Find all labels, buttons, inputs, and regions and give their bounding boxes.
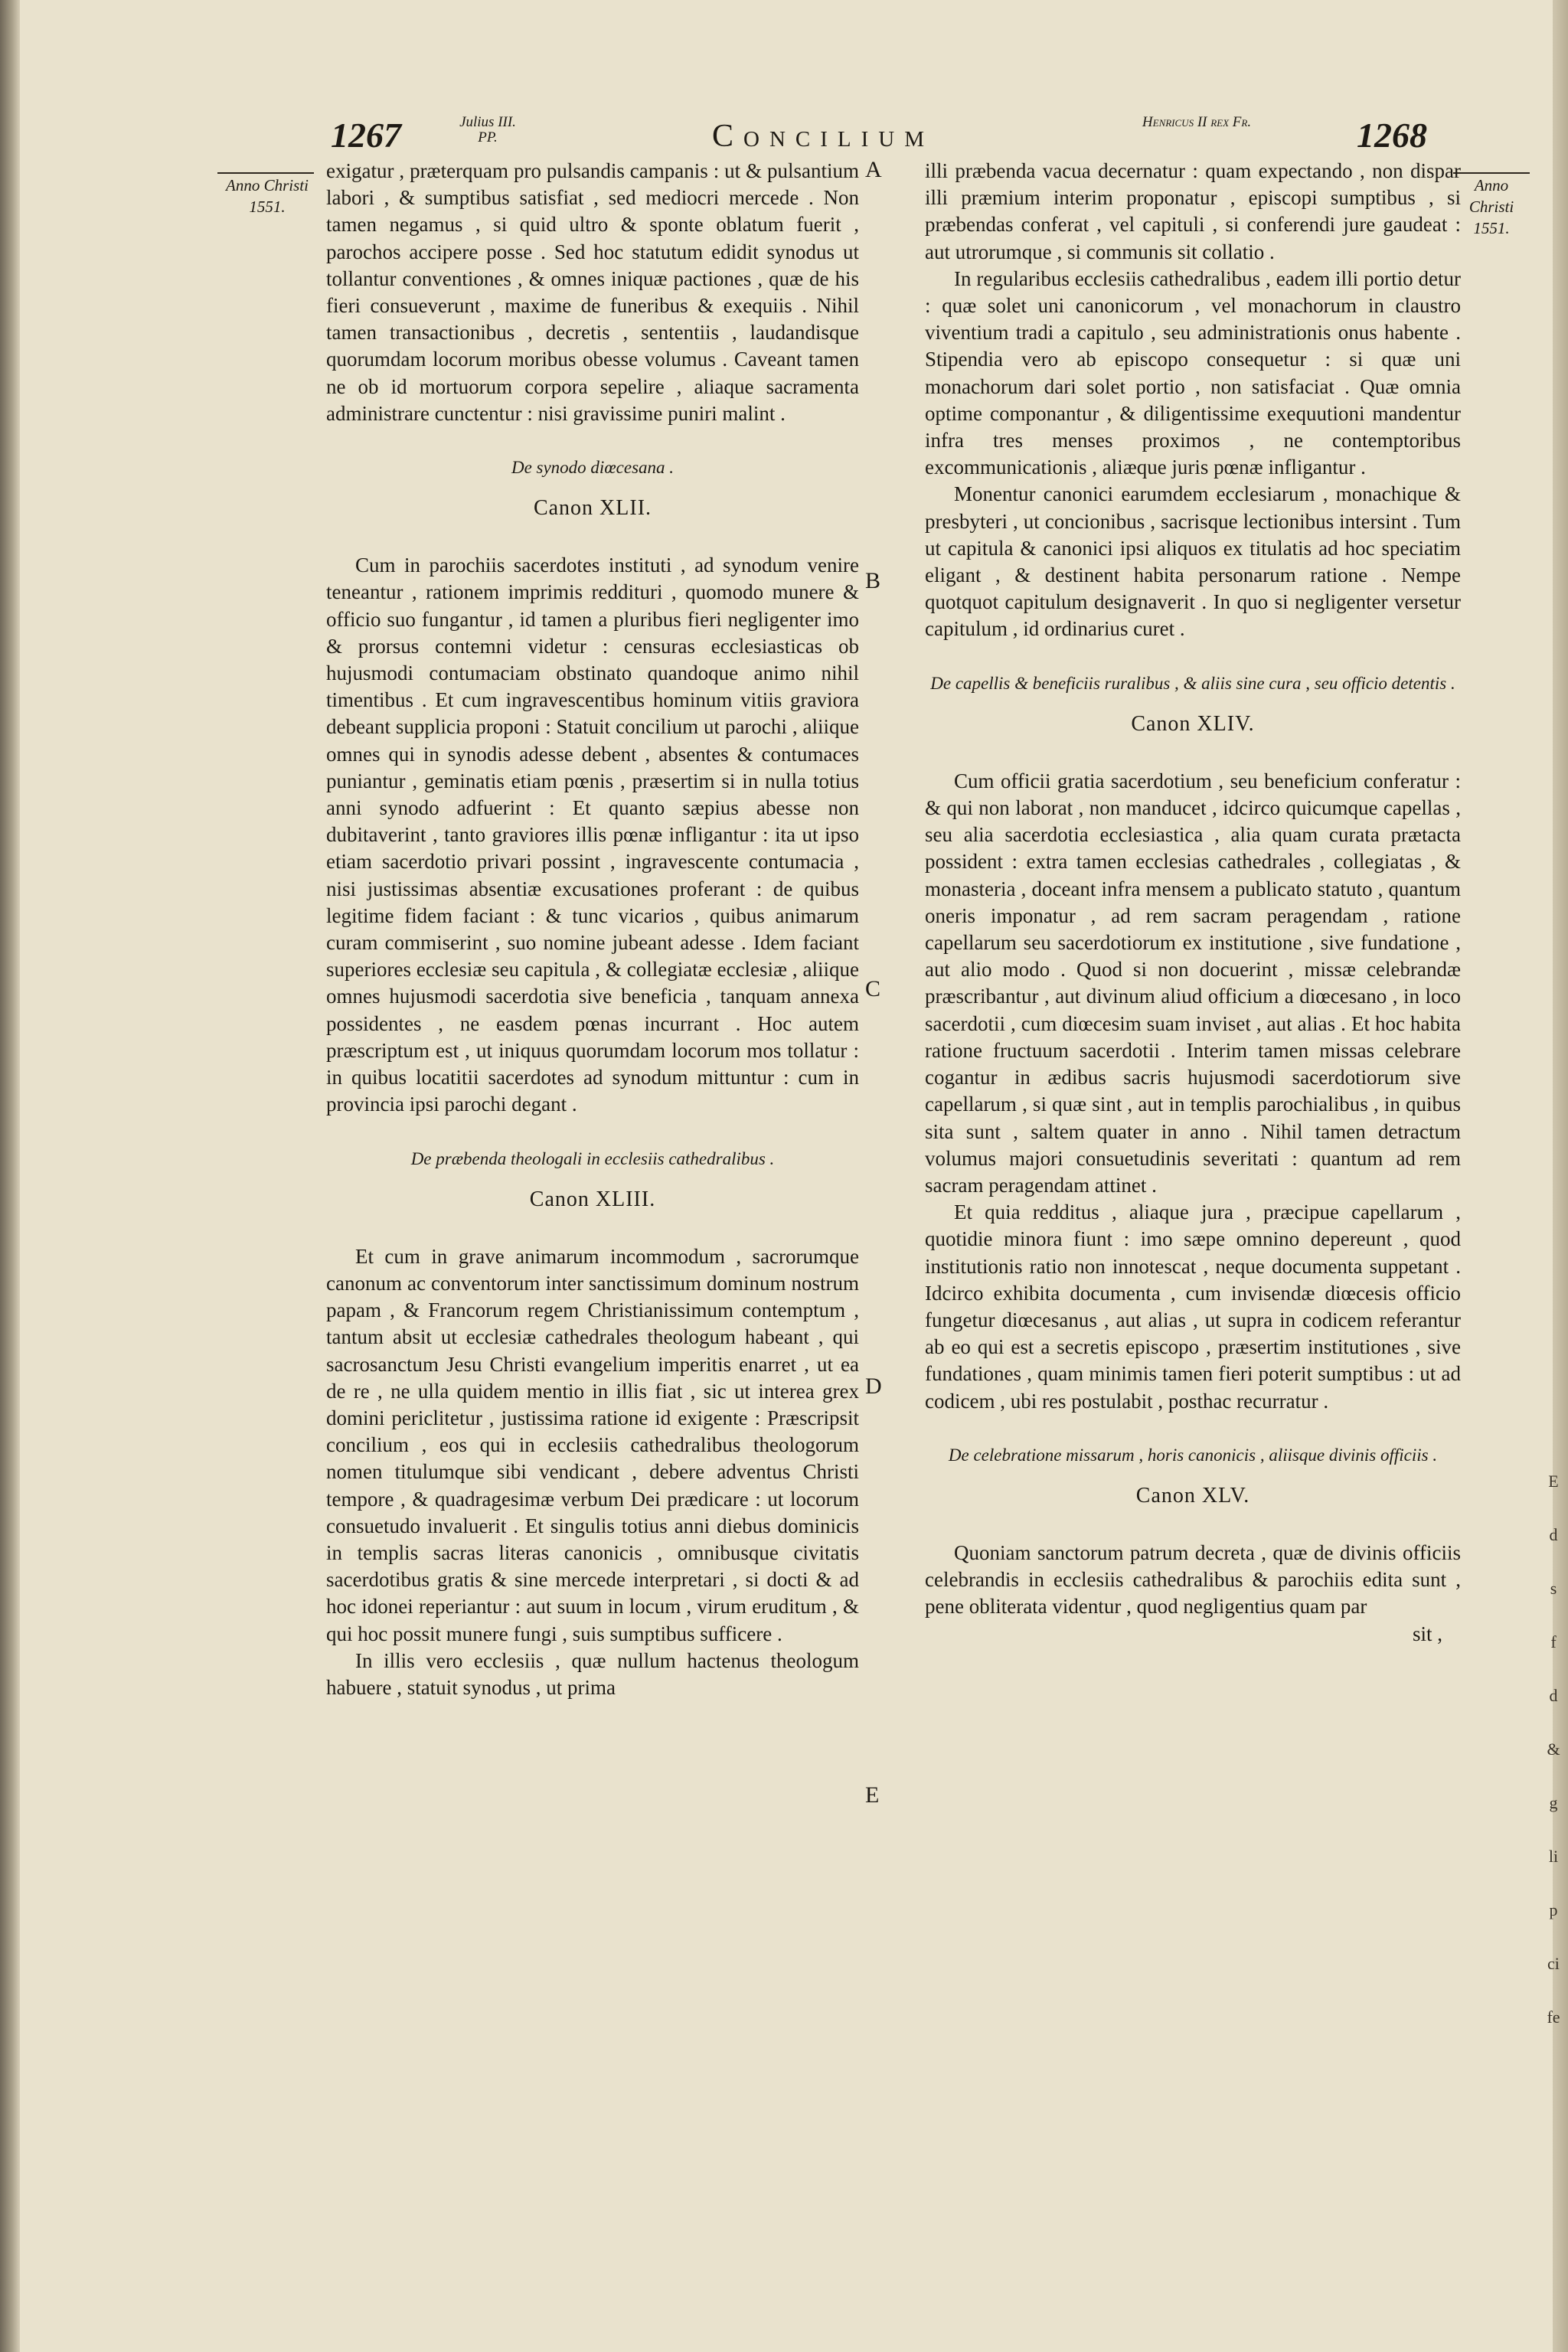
facing-page-fragments	[1545, 1455, 1562, 2044]
running-head-pope: Julius III. PP.	[459, 114, 516, 145]
fragment: fe	[1547, 2007, 1560, 2027]
section-marker-a: A	[865, 157, 882, 182]
paragraph: In illis vero ecclesiis , quæ nullum hactenus theologum habuere , statuit synodus , ut prima	[326, 1648, 859, 1699]
margin-rule-left	[217, 172, 314, 174]
margin-year-left: Anno Christi 1551.	[226, 176, 309, 216]
fragment: s	[1550, 1579, 1557, 1598]
paragraph: exigatur , præterquam pro pulsandis campanis : ut & pulsantium labori , & sumptibus satisfiat , sed mediocri mercede . Non tamen negamus , si quid ultro & sponte oblatum fuerit , parochos accipere posse . Sed hoc statutum edidit synodus ut tollantur conventiones , & omnes iniquæ pactiones , quæ de his fieri consueverunt , maxime de funeribus & exequiis . Nihil tamen transactionibus , decretis , sententiis , laudandisque quorumdam locorum moribus obesse volumus . Caveant tamen ne ob id mortuorum corpora sepelire , aliaque sacramenta administrare cunctentur : nisi gravissime puniri malint .	[326, 159, 859, 425]
section-heading: De capellis & beneficiis ruralibus , & aliis sine cura , seu officio detentis .	[930, 673, 1455, 693]
canon-heading: Canon XLV.	[1135, 1483, 1250, 1508]
fragment: f	[1550, 1632, 1557, 1651]
paragraph: illi præbenda vacua decernatur : quam expectando , non dispar illi præmium interim proponatur , episcopi sumptibus , si præbendas conferat , vel capituli , si conferendi jure gaudeat : aut utrorumque , si communis sit collatio .	[925, 159, 1461, 263]
section-heading: De præbenda theologali in ecclesiis cathedralibus .	[410, 1148, 775, 1168]
section-marker-e: E	[865, 1782, 880, 1808]
running-title: Concilium	[712, 119, 934, 154]
paragraph: Et cum in grave animarum incommodum , sacrorumque canonum ac conventorum inter sanctissimum dominum nostrum papam , & Francorum regem Christianissimum contemptum , tantum absit ut ecclesiæ cathedrales theologum habeant , qui sacrosanctum Jesu Christi evangelium imperitis enarret , ut ea de re , ne ulla quidem mentio in illis fiat , sic ut interea grex domini periclitetur , justissima ratione id exigente : Præscripsit concilium , eos qui in ecclesiis cathedralibus theologorum nomen titulumque sibi vendicant , debere adventus Christi tempore , & quadragesimæ verbum Dei prædicare : ut locorum consuetudo invaluerit . Et singulis totius anni diebus dominicis in templis sacras literas canonicis , omnibusque civitatis sacerdotibus gratis & sine mercede interpretari , si docti & ad hoc idonei reperiantur : aut suum in locum , virum eruditum , & qui hoc possit munere fungi , suis sumptibus sufficere .	[326, 1244, 859, 1645]
canon-heading: Canon XLII.	[533, 496, 652, 521]
paragraph: Cum officii gratia sacerdotium , seu beneficium conferatur : & qui non laborat , non manducet , idcirco quicumque capellas , seu alia sacerdotia ecclesiastica , alia quam curata prætacta possident : extra tamen ecclesias cathedrales , collegiatas , & monasteria , doceant infra mensem a publicato statuto , quantum oneris imponatur , ad rem sacram peragendam , ratione capellarum seu sacerdotiorum ex institutione , sive fundatione , aut alio modo . Quod si non docuerint , missæ celebrandæ præscribantur , aut divinum aliud officium a diœcesano , in loco sacerdotii , cum diœcesim suam inviset , aut alias . Et hoc habita ratione fructuum sacerdotii . Interim tamen missas celebrare cogantur in ædibus sacris hujusmodi sacerdotiorum sive capellarum , si quæ sint , aut in templis parochialibus , in quibus sita sunt , saltem quater in anno . Nihil tamen detractum volumus majori consuetudinis severitati : quantum ad rem sacram peragendam attinet .	[925, 769, 1461, 1197]
section-marker-c: C	[865, 976, 881, 1001]
running-head-king: Henricus II rex Fr.	[1142, 114, 1252, 130]
fragment: g	[1549, 1793, 1558, 1812]
paragraph: Et quia redditus , aliaque jura , præcipue capellarum , quotidie minora fiunt : imo sæpe omnino depereunt , quod institutionis ratio non innotescat , neque documenta suppetant . Idcirco exhibita documenta , cum invisendæ diœcesis officio fungetur diœcesanus , aut alias , ut supra in codicem referantur ab eo qui est a secretis episcopo , præsertim institutiones , sive fundationes , quam minimis tamen fieri poterit sumptibus : ut ad codicem , ubi res postulabit , posthac recurratur .	[925, 1200, 1461, 1413]
canon-heading: Canon XLIII.	[529, 1187, 656, 1211]
paragraph: In regularibus ecclesiis cathedralibus , eadem illi portio detur : quæ solet uni canonicorum , vel monachorum in claustro viventium tradi a capitulo , seu administrationis onus habente . Stipendia vero ab episcopo consequetur : si quæ uni monachorum dari solet portio , non satisfaciat . Quæ omnia optime componantur , & diligentissime exequutioni mandentur infra tres menses proximos , ne contemptoribus excommunicationis , aliæque juris pœnæ infligantur .	[925, 266, 1461, 479]
section-heading: De synodo diœcesana .	[511, 458, 675, 478]
fragment: d	[1549, 1686, 1558, 1705]
margin-rule-right	[1453, 172, 1530, 174]
paragraph: Quoniam sanctorum patrum decreta , quæ de divinis officiis celebrandis in ecclesiis cathedralibus & parochiis edita sunt , pene obliterata videntur , quod negligentius quam par	[925, 1540, 1461, 1619]
catchword: sit ,	[1412, 1622, 1442, 1645]
fragment: li	[1548, 1847, 1559, 1866]
section-marker-b: B	[865, 568, 881, 593]
fragment: &	[1547, 1740, 1560, 1759]
canon-heading: Canon XLIV.	[1131, 711, 1255, 736]
fragment: p	[1549, 1900, 1558, 1919]
margin-year-right: Anno Christi 1551.	[1468, 176, 1514, 237]
left-column	[326, 158, 859, 1701]
right-column	[925, 158, 1461, 1648]
book-binding-shadow	[0, 0, 20, 2352]
paragraph: Cum in parochiis sacerdotes instituti , ad synodum venire teneantur , rationem imprimis reddituri , quomodo munere & officio suo fungantur , id tamen a pluribus fieri negligenter imo & prorsus contemni videtur : censuras ecclesiasticas ob hujusmodi contumaciam obstinato quandoque animo nihil timentibus . Et cum ingravescentibus hominum vitiis graviora debeant supplicia proponi : Statuit concilium ut parochi , aliique omnes qui in synodis adesse debent , absentes & contumaces puniantur , geminatis etiam pœnis , præsertim si in nulla totius anni synodo adfuerint : Et quanto sæpius abesse non dubitaverint , tanto graviores illis pœnæ infligantur : ita ut ipso etiam sacerdotio privari possint , ingravescente contumacia , nisi justissimas absentiæ excusationes proferant : de quibus legitime fidem faciant : & tunc vicarios , quibus animarum curam commiserint , suo nomine jubeant adesse . Idem faciant superiores ecclesiæ seu capitula , & collegiatæ ecclesiæ , aliique omnes hujusmodi sacerdotia sive beneficia , tanquam annexa possidentes , ne easdem pœnas incurrant . Hoc autem præscriptum est , ut iniquus quorumdam locorum mos tollatur : in quibus locatitii sacerdotes ad synodum mittuntur : cum in provincia ipsi parochi degant .	[326, 554, 859, 1116]
section-heading: De celebratione missarum , horis canonicis , aliisque divinis officiis .	[948, 1445, 1438, 1465]
paragraph: Monentur canonici earumdem ecclesiarum , monachique & presbyteri , ut concionibus , sacrisque lectionibus intersint . Tum ut capitula & canonici ipsi aliquos ex titulatis ad hoc speciatim eligant , & destinent habita personarum ratione . Nempe quotquot capitulum designaverit . In quo si negligenter versetur capitulum , id ordinarius curet .	[925, 482, 1461, 641]
fragment: d	[1549, 1525, 1558, 1544]
section-marker-d: D	[865, 1374, 882, 1399]
page-number-left: 1267	[331, 116, 401, 155]
page-number-right: 1268	[1357, 116, 1427, 155]
fragment: ci	[1547, 1954, 1560, 1973]
fragment: E	[1548, 1472, 1559, 1491]
